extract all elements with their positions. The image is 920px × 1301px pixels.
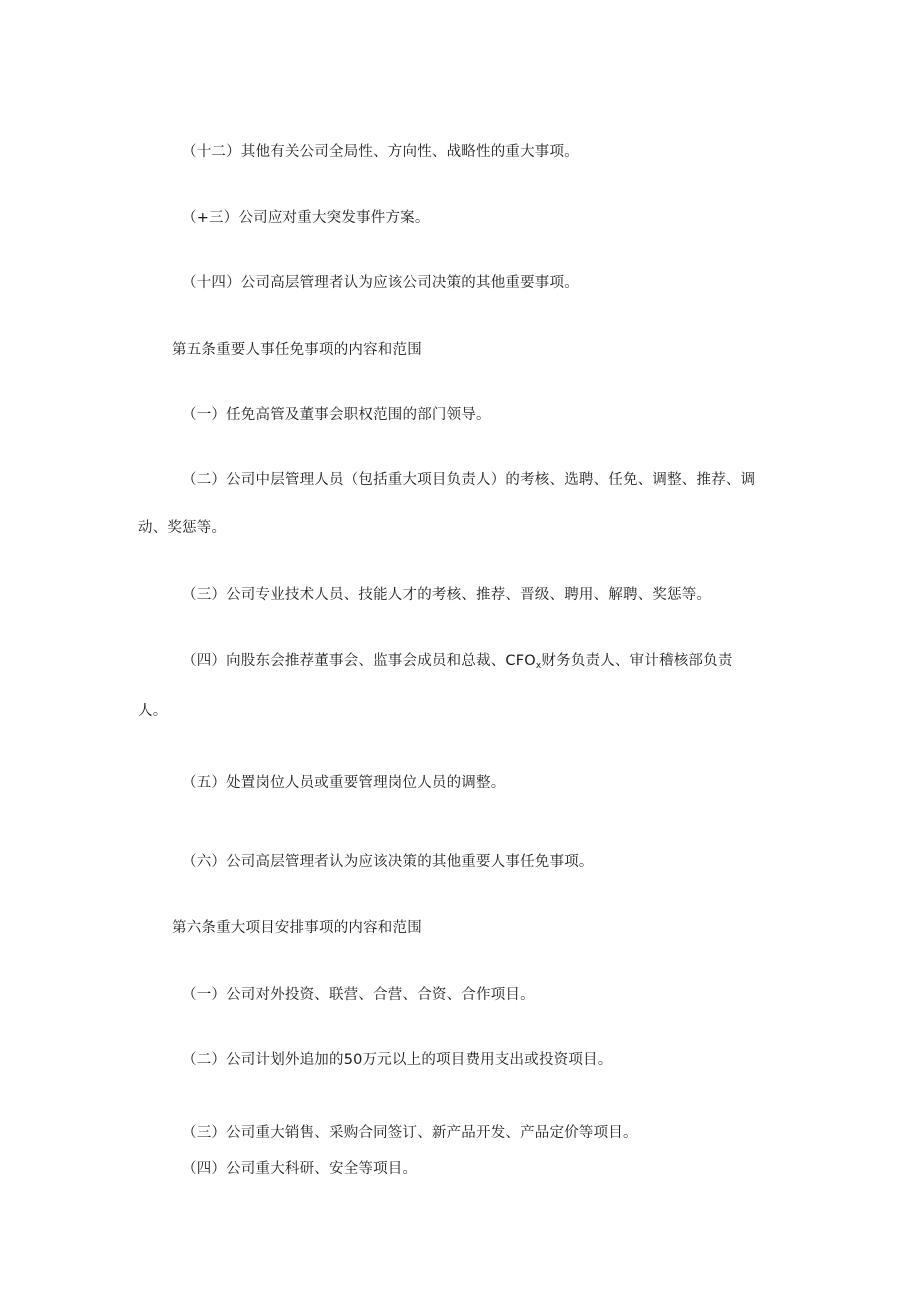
article-5-item-2-line-2: 动、奖惩等。: [138, 520, 227, 536]
article-5-item-3: （三）公司专业技术人员、技能人才的考核、推荐、晋级、聘用、解聘、奖惩等。: [182, 587, 712, 603]
article-5-item-2-line-1: （二）公司中层管理人员（包括重大项目负责人）的考核、选聘、任免、调整、推荐、调: [182, 472, 756, 488]
article-5-item-4-text-a: （四）向股东会推荐董事会、监事会成员和总裁、CFO: [182, 653, 536, 669]
article-6-item-3: （三）公司重大销售、采购合同签订、新产品开发、产品定价等项目。: [182, 1125, 638, 1141]
subscript-x: x: [535, 661, 542, 671]
article-5-item-4-line-1: [182, 651, 733, 671]
article-5-item-4-line-2: 人。: [138, 703, 168, 719]
paragraph-item-14: （十四）公司高层管理者认为应该公司决策的其他重要事项。: [182, 275, 579, 291]
paragraph-item-12: （十二）其他有关公司全局性、方向性、战略性的重大事项。: [182, 144, 579, 160]
article-5-item-1: （一）任免高管及董事会职权范围的部门领导。: [182, 407, 491, 423]
article-6-item-4: （四）公司重大科研、安全等项目。: [182, 1161, 418, 1177]
paragraph-item-13: （+三）公司应对重大突发事件方案。: [182, 210, 430, 226]
article-6-item-1: （一）公司对外投资、联营、合营、合资、合作项目。: [182, 987, 535, 1003]
article-6-item-2: （二）公司计划外追加的50万元以上的项目费用支出或投资项目。: [182, 1052, 613, 1068]
article-5-item-4-text-b: 财务负责人、审计稽核部负责: [541, 653, 733, 669]
article-6-heading: 第六条重大项目安排事项的内容和范围: [172, 920, 422, 936]
article-5-item-6: （六）公司高层管理者认为应该决策的其他重要人事任免事项。: [182, 854, 594, 870]
article-5-heading: 第五条重要人事任免事项的内容和范围: [172, 342, 422, 358]
article-5-item-5: （五）处置岗位人员或重要管理岗位人员的调整。: [182, 775, 506, 791]
